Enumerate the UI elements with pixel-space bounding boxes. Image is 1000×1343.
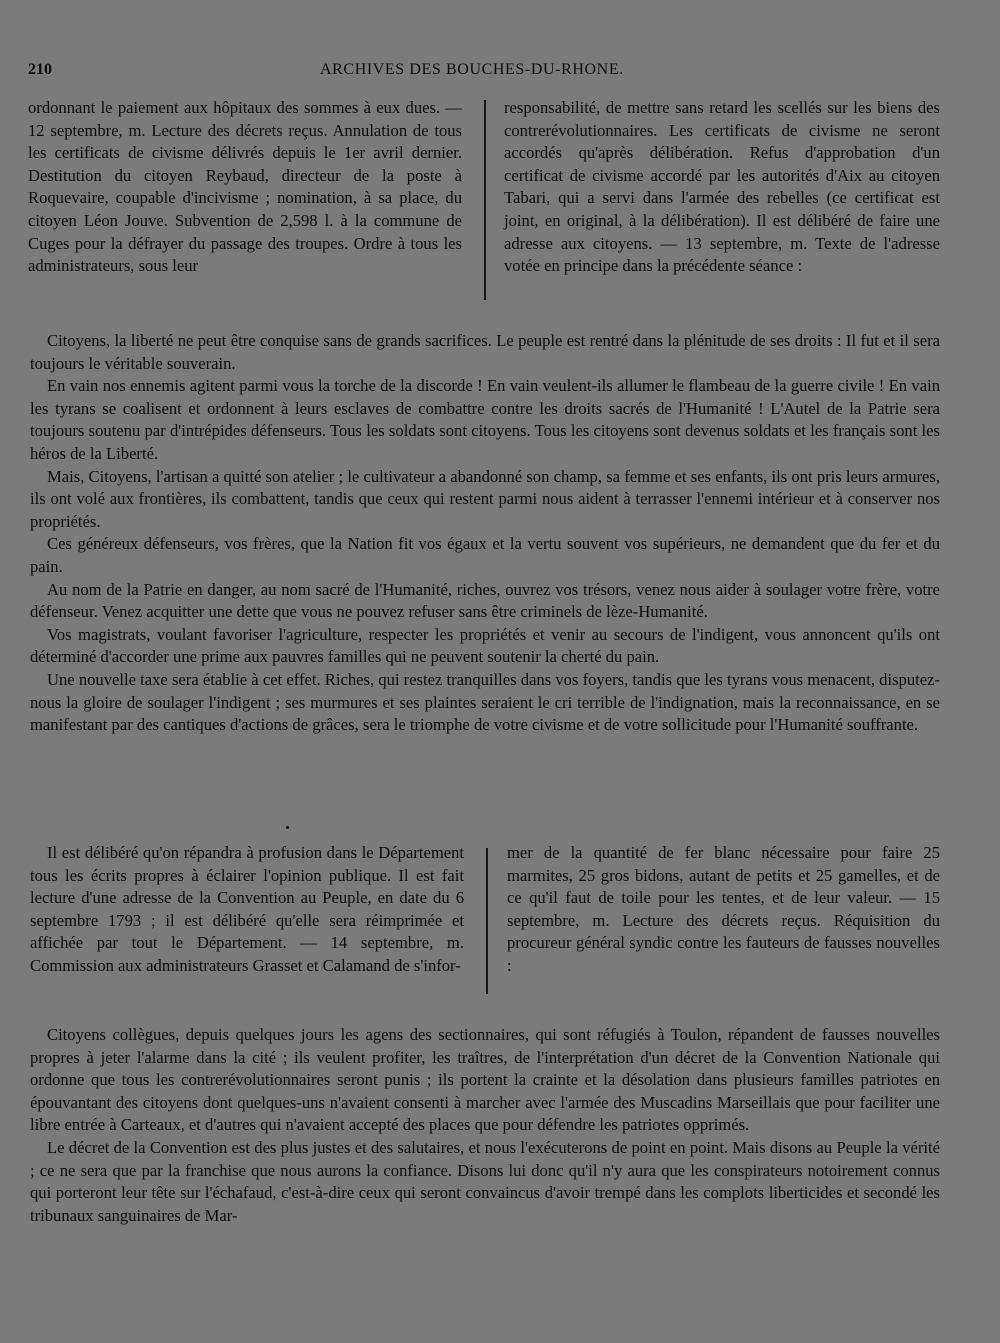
address1-paragraph: Mais, Citoyens, l'artisan a quitté son atelier ; le cultivateur a abandonné son champ, sa femme et ses enfants, ils ont pris leurs armures, ils ont volé aux frontières, ils combattent, tandis que ceux qui restent parmi nous aident à terrasser l'ennemi intérieur et à conserver nos propriétés.: [30, 466, 940, 531]
page-number: 210: [28, 61, 52, 78]
running-title: ARCHIVES DES BOUCHES-DU-RHONE.: [320, 61, 624, 78]
section2-left-text: Il est délibéré qu'on répandra à profusion dans le Département tous les écrits propres à éclairer l'opinion publique. Il est fait lecture d'une adresse de la Convention au Peuple, en date du 6 septembre 1793 ; il est délibéré qu'elle sera réimprimée et affichée par tout le Département. — 14 septembre, m. Commission aux administrateurs Grasset et Calamand de s'infor-: [30, 843, 464, 975]
address1-paragraph: Citoyens, la liberté ne peut être conquise sans de grands sacrifices. Le peuple est rentré dans la plénitude de ses droits : Il fut et il sera toujours le véritable souverain.: [30, 331, 940, 373]
address1-paragraph: Au nom de la Patrie en danger, au nom sacré de l'Humanité, riches, ouvrez vos trésors, venez nous aider à soulager votre frère, votre défenseur. Venez acquitter une dette que vous ne pouvez refuser sans être criminels de lèze-Humanité.: [30, 579, 940, 622]
section1-left-text: ordonnant le paiement aux hôpitaux des sommes à eux dues. — 12 septembre, m. Lecture des décrets reçus. Annulation de tous les certificats de civisme délivrés depuis le 1er avril dernier. Destitution du citoyen Reybaud, directeur de la poste à Roquevaire, coupable d'incivisme ; nomination, à sa place, du citoyen Léon Jouve. Subvention de 2,598 l. à la commune de Cuges pour la défrayer du passage des troupes. Ordre à tous les administrateurs, sous leur: [28, 98, 462, 276]
section1-left-column: [28, 97, 462, 278]
separator-dot: [286, 826, 289, 829]
address2-paragraph: Citoyens collègues, depuis quelques jours les agens des sectionnaires, qui sont réfugiés à Toulon, répandent de fausses nouvelles propres à jeter l'alarme dans la cité ; ils veulent profiter, les traîtres, de l'interprétation d'un décret de la Convention Nationale qui ordonne que tous les contrerévolutionnaires seront punis ; ils portent la crainte et la désolation dans plusieurs familles patriotes en épouvantant des citoyens dont quelques-uns n'avaient consenti à marcher avec l'armée des Muscadins Marseillais que pour faciliter une libre entrée à Carteaux, et d'autres qui n'avaient accepté des places que pour défendre les patriotes opprimés.: [30, 1025, 940, 1135]
column-divider: [484, 100, 486, 300]
section1-right-text: responsabilité, de mettre sans retard les scellés sur les biens des contrerévolutionnaires. Les certificats de civisme ne seront accordés qu'après délibération. Refus d'approbation d'un certificat de civisme accordé par les autorités d'Aix au citoyen Tabari, qui a servi dans l'armée des rebelles (ce certificat est joint, en original, à la délibération). Il est délibéré de faire une adresse aux citoyens. — 13 septembre, m. Texte de l'adresse votée en principe dans la précédente séance :: [504, 98, 940, 276]
section2-right-column: [507, 842, 940, 978]
address-to-citizens: [30, 330, 940, 737]
address1-paragraph: Vos magistrats, voulant favoriser l'agriculture, respecter les propriétés et venir au secours de l'indigent, vous annoncent qu'ils ont déterminé d'accorder une prime aux pauvres familles qui ne peuvent soutenir la cherté du pain.: [30, 624, 940, 667]
requisition-address: [30, 1024, 940, 1227]
address2-paragraph: Le décret de la Convention est des plus justes et des salutaires, et nous l'exécuterons de point en point. Mais disons au Peuple la vérité ; ce ne sera que par la franchise que nous aurons la confiance. Disons lui donc qu'il n'y aura que les conspirateurs notoirement connus qui porteront leur tête sur l'échafaud, c'est-à-dire ceux qui seront convaincus d'avoir trempé dans les complots liberticides et secondé les tribunaux sanguinaires de Mar-: [30, 1137, 940, 1225]
section2-left-column: [30, 842, 464, 978]
column-divider: [486, 848, 488, 994]
address1-paragraph: Ces généreux défenseurs, vos frères, que la Nation fit vos égaux et la vertu souvent vos supérieurs, ne demandent que du fer et du pain.: [30, 534, 940, 576]
address1-paragraph: En vain nos ennemis agitent parmi vous la torche de la discorde ! En vain veulent-ils allumer le flambeau de la guerre civile ! En vain les tyrans se coalisent et ordonnent à leurs esclaves de combattre contre les droits sacrés de l'Humanité ! L'Autel de la Patrie sera toujours soutenu par d'intrépides défenseurs. Tous les soldats sont citoyens. Tous les citoyens sont devenus soldats et les français sont les héros de la Liberté.: [30, 376, 940, 463]
section1-right-column: [504, 97, 940, 278]
address1-paragraph: Une nouvelle taxe sera établie à cet effet. Riches, qui restez tranquilles dans vos foyers, tandis que les tyrans vous menacent, disputez-nous la gloire de soulager l'indigent ; ses murmures et ses plaintes seraient le cri terrible de l'indignation, mais la reconnaissance, en se manifestant par des cantiques d'actions de grâces, sera le triomphe de votre civisme et de votre sollicitude pour l'Humanité souffrante.: [30, 669, 940, 735]
section2-right-text: mer de la quantité de fer blanc nécessaire pour faire 25 marmites, 25 gros bidons, autant de petits et 25 gamelles, et de ce qu'il faut de toile pour les tentes, et de leur valeur. — 15 septembre, m. Lecture des décrets reçus. Réquisition du procureur général syndic contre les fauteurs de fausses nouvelles :: [507, 843, 940, 975]
